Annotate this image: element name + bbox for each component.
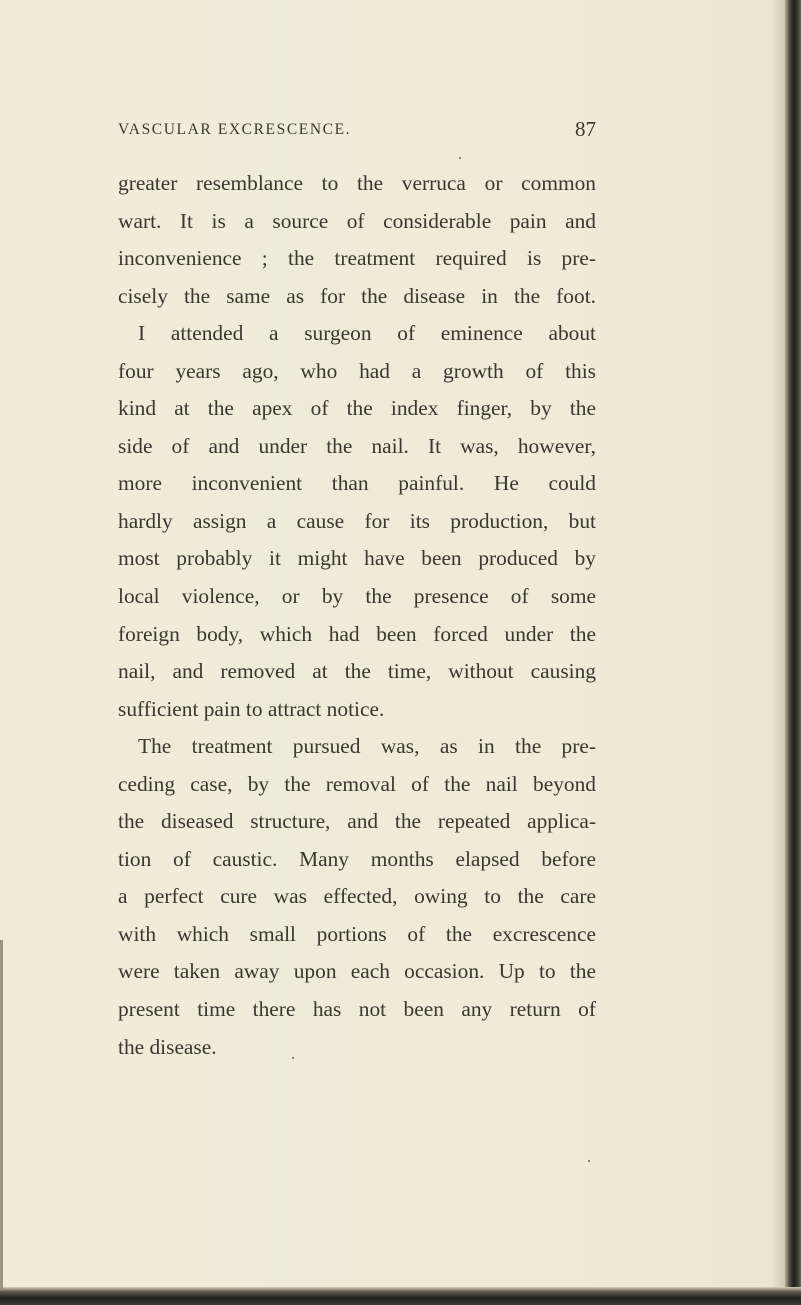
text-line: I attended a surgeon of eminence about xyxy=(138,321,596,346)
text-line: a perfect cure was effected, owing to the care xyxy=(118,884,596,909)
text-line: hardly assign a cause for its production, but xyxy=(118,508,596,533)
text-line: four years ago, who had a growth of this xyxy=(118,358,596,383)
paper-speck xyxy=(459,157,461,159)
text-line: The treatment pursued was, as in the pre- xyxy=(138,734,596,759)
text-line: tion of caustic. Many months elapsed before xyxy=(118,846,596,871)
text-line: were taken away upon each occasion. Up to the xyxy=(118,959,596,984)
text-line: sufficient pain to attract notice. xyxy=(118,696,385,721)
body-text xyxy=(118,165,596,1066)
text-line: cisely the same as for the disease in the foot. xyxy=(118,283,596,308)
binding-shadow xyxy=(771,0,785,1305)
text-line: side of and under the nail. It was, however, xyxy=(118,433,596,458)
binding-edge xyxy=(785,0,801,1305)
text-line: with which small portions of the excrescence xyxy=(118,921,596,946)
page-bottom-edge xyxy=(0,1287,801,1305)
text-line: wart. It is a source of considerable pain and xyxy=(118,208,596,233)
text-line: more inconvenient than painful. He could xyxy=(118,471,596,496)
paper-speck xyxy=(588,1160,590,1162)
text-line: kind at the apex of the index finger, by the xyxy=(118,396,596,421)
text-line: ceding case, by the removal of the nail beyond xyxy=(118,771,596,796)
paper-speck xyxy=(292,1057,294,1059)
text-line: present time there has not been any return of xyxy=(118,997,596,1022)
running-head: VASCULAR EXCRESCENCE. xyxy=(118,121,352,138)
text-line: nail, and removed at the time, without causing xyxy=(118,659,596,684)
page-left-edge xyxy=(0,940,3,1290)
text-line: the diseased structure, and the repeated applica- xyxy=(118,809,596,834)
text-line: inconvenience ; the treatment required is pre- xyxy=(118,246,596,271)
text-line: the disease. xyxy=(118,1034,217,1059)
page-header xyxy=(118,117,596,141)
text-line: local violence, or by the presence of some xyxy=(118,584,596,609)
page-number: 87 xyxy=(575,117,596,141)
text-line: greater resemblance to the verruca or common xyxy=(118,171,596,195)
text-line: foreign body, which had been forced under the xyxy=(118,621,596,646)
text-line: most probably it might have been produced by xyxy=(118,546,596,571)
